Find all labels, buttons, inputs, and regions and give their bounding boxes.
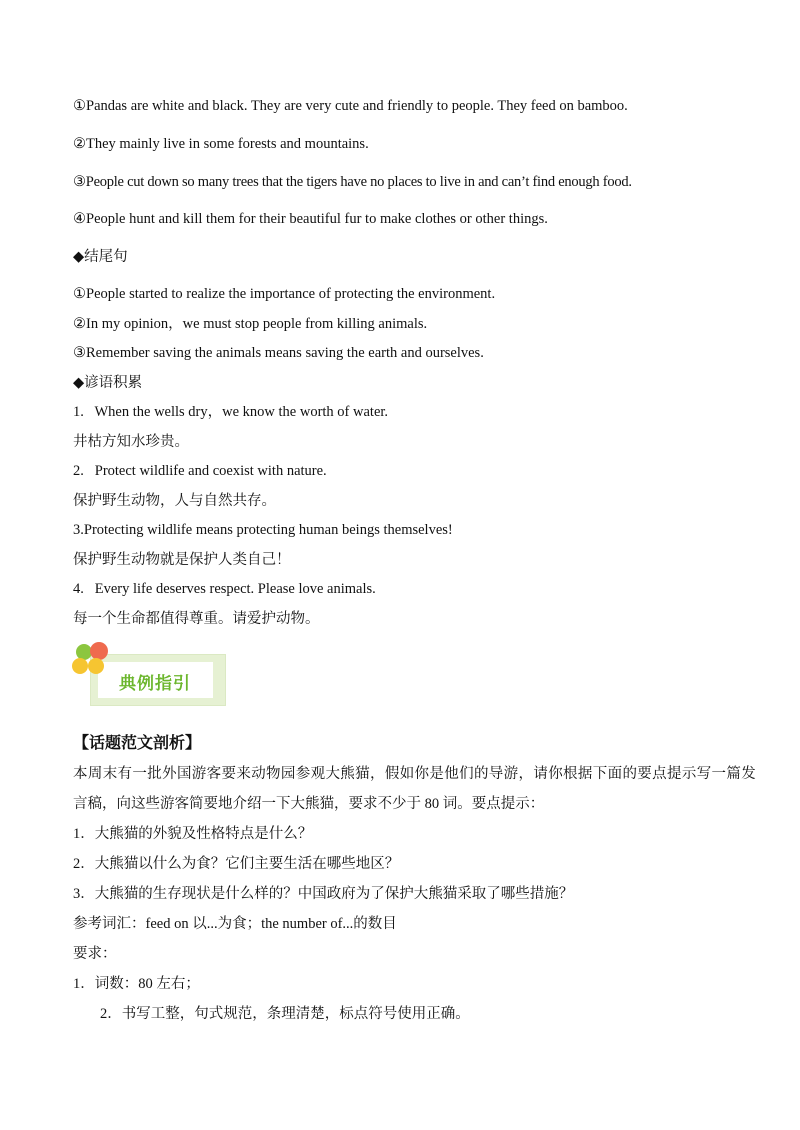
topic-sentence-1: ①Pandas are white and black. They are very cute and friendly to people. They feed on bamboo. bbox=[73, 98, 628, 114]
example-guide-banner bbox=[72, 642, 232, 708]
requirements-heading: 要求： bbox=[73, 946, 117, 962]
point-2: 2．大熊猫以什么为食？它们主要生活在哪些地区？ bbox=[73, 856, 400, 872]
ending-sentence-2: ②In my opinion，we must stop people from killing animals. bbox=[73, 316, 428, 332]
proverb-4-zh: 每一个生命都值得尊重。请爱护动物。 bbox=[73, 611, 320, 627]
ending-sentence-1: ①People started to realize the importance of protecting the environment. bbox=[73, 286, 496, 302]
vocab-hint: 参考词汇：feed on 以...为食；the number of...的数目 bbox=[73, 916, 397, 932]
proverb-2-zh: 保护野生动物，人与自然共存。 bbox=[73, 493, 276, 509]
ending-sentence-3: ③Remember saving the animals means saving the earth and ourselves. bbox=[73, 345, 484, 361]
proverb-4-en: 4. Every life deserves respect. Please love animals. bbox=[73, 581, 376, 597]
proverbs-heading: ◆谚语积累 bbox=[73, 375, 143, 391]
proverb-3-zh: 保护野生动物就是保护人类自己！ bbox=[73, 552, 291, 568]
point-1: 1．大熊猫的外貌及性格特点是什么？ bbox=[73, 826, 313, 842]
section-title: 【话题范文剖析】 bbox=[73, 735, 202, 752]
topic-sentence-2: ②They mainly live in some forests and mountains. bbox=[73, 136, 369, 152]
proverb-1-zh: 井枯方知水珍贵。 bbox=[73, 434, 189, 450]
proverb-3-en: 3.Protecting wildlife means protecting human beings themselves! bbox=[73, 522, 453, 538]
requirement-2: 2．书写工整，句式规范，条理清楚，标点符号使用正确。 bbox=[100, 1006, 470, 1022]
prompt-line-1: 本周末有一批外国游客要来动物园参观大熊猫，假如你是他们的导游，请你根据下面的要点提示写一篇发 bbox=[73, 766, 757, 782]
point-3: 3．大熊猫的生存现状是什么样的？中国政府为了保护大熊猫采取了哪些措施？ bbox=[73, 886, 574, 902]
ending-heading: ◆结尾句 bbox=[73, 249, 128, 265]
banner-label: 典例指引 bbox=[119, 674, 191, 694]
topic-sentence-4: ④People hunt and kill them for their beautiful fur to make clothes or other things. bbox=[73, 211, 548, 227]
proverb-1-en: 1. When the wells dry，we know the worth of water. bbox=[73, 404, 389, 420]
prompt-line-2: 言稿，向这些游客简要地介绍一下大熊猫，要求不少于 80 词。要点提示： bbox=[73, 796, 545, 812]
requirement-1: 1．词数：80 左右； bbox=[73, 976, 200, 992]
topic-sentence-3: ③People cut down so many trees that the tigers have no places to live in and can’t find enough food. bbox=[73, 174, 632, 190]
proverb-2-en: 2. Protect wildlife and coexist with nature. bbox=[73, 463, 327, 479]
